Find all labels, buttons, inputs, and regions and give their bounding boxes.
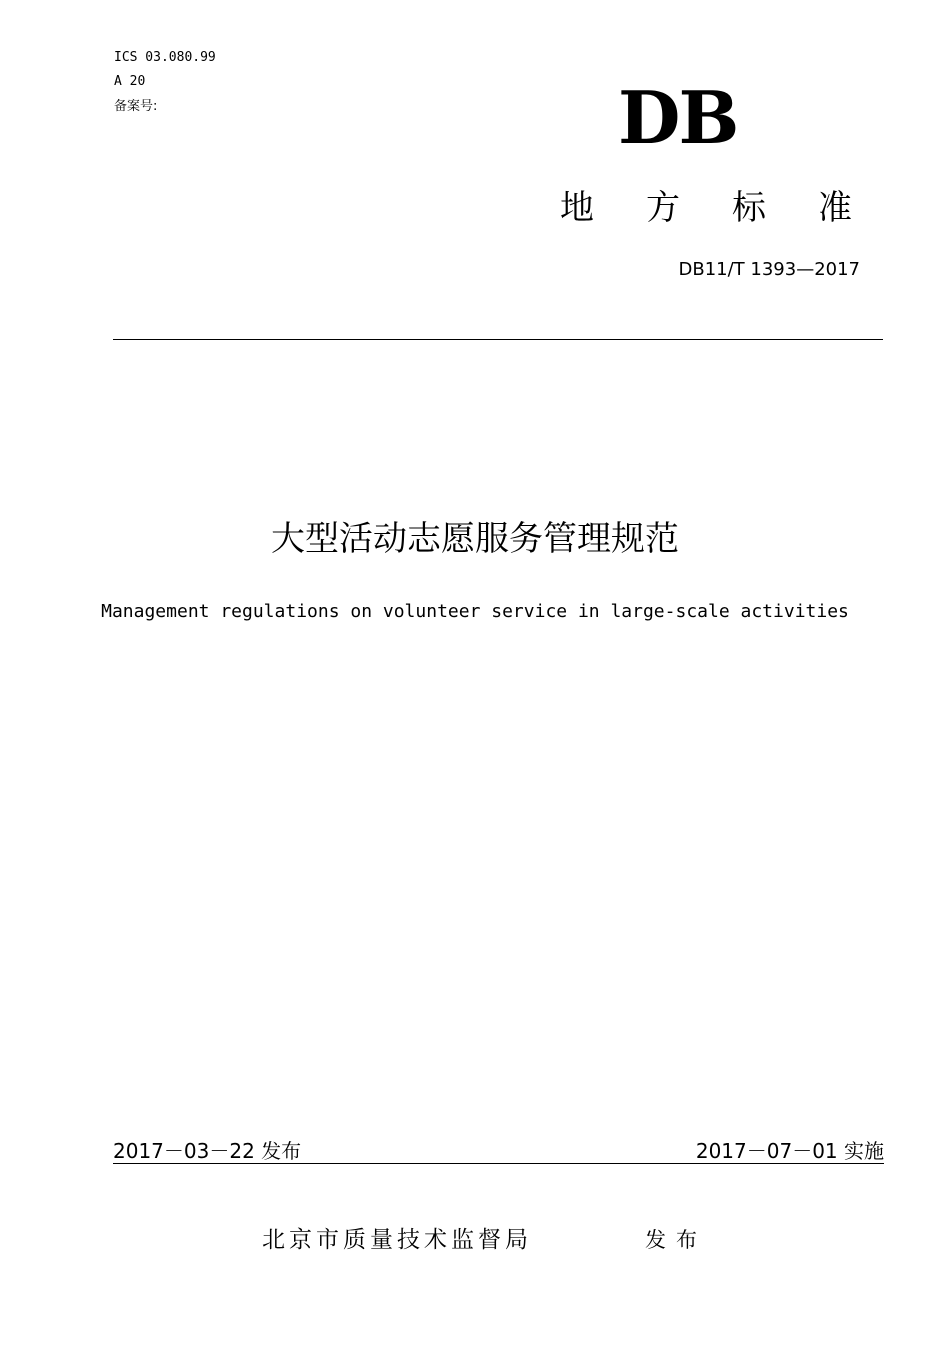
standard-type: 地方标准 <box>560 188 904 228</box>
record-number-label: 备案号: <box>114 99 158 114</box>
classification-code: A 20 <box>114 74 146 89</box>
standard-number: DB11/T 1393—2017 <box>678 259 860 280</box>
issue-date: 2017－03－22 发布 <box>113 1139 302 1163</box>
title-chinese: 大型活动志愿服务管理规范 <box>271 519 679 559</box>
issuer-action: 发布 <box>645 1228 707 1252</box>
title-english: Management regulations on volunteer service in large-scale activities <box>101 601 849 622</box>
top-divider <box>113 339 883 340</box>
db-logo: DB <box>618 75 738 160</box>
implementation-date: 2017－07－01 实施 <box>695 1139 884 1163</box>
issuer-name: 北京市质量技术监督局 <box>262 1227 532 1253</box>
bottom-divider <box>113 1163 884 1164</box>
ics-code: ICS 03.080.99 <box>114 50 216 65</box>
